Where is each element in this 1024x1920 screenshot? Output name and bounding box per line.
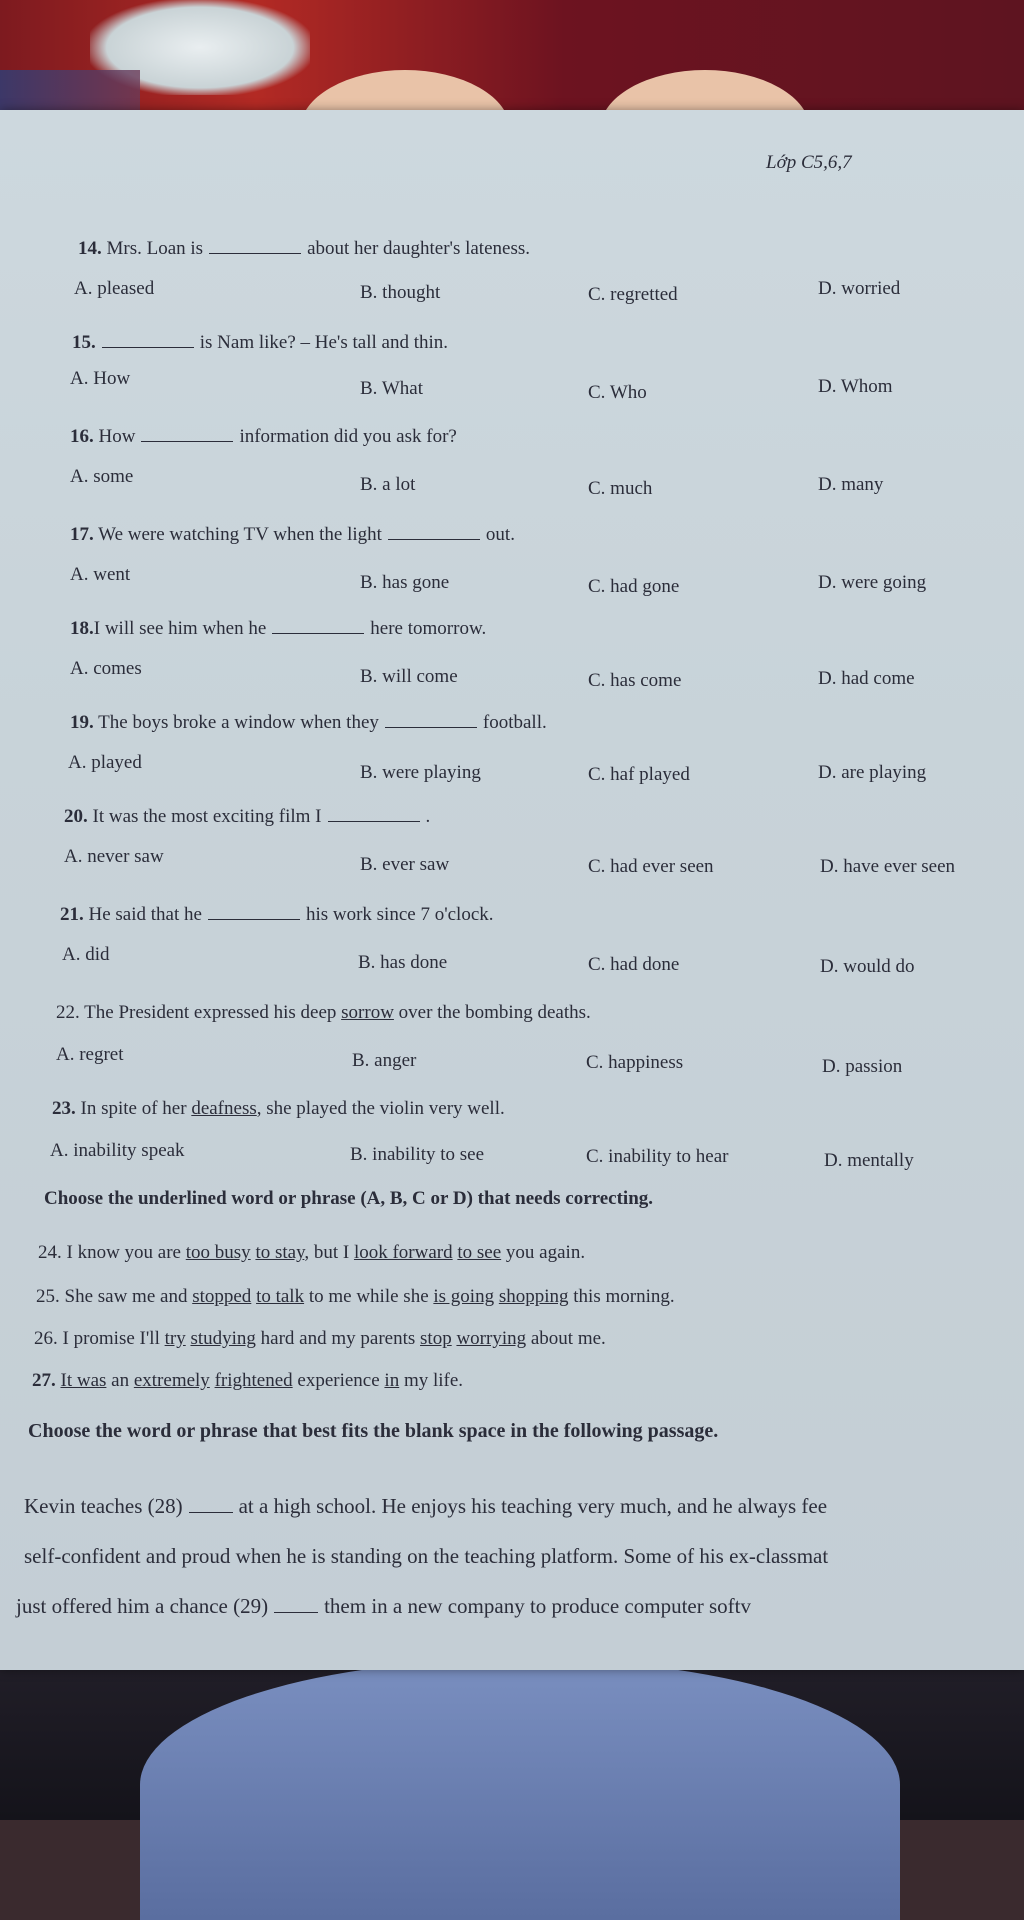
class-label: Lớp C5,6,7 xyxy=(766,152,852,173)
question-14-stem: 14. Mrs. Loan is about her daughter's lateness. xyxy=(78,238,530,259)
option-c[interactable]: look forward xyxy=(353,1242,453,1263)
question-18-option-b[interactable]: B. will come xyxy=(360,666,458,687)
question-14-option-a[interactable]: A. pleased xyxy=(74,278,155,299)
option-d[interactable]: to see xyxy=(457,1242,502,1263)
question-16-option-d[interactable]: D. many xyxy=(818,474,884,495)
question-22-option-d[interactable]: D. passion xyxy=(822,1056,903,1077)
passage-line-1: Kevin teaches (28) at a high school. He enjoys his teaching very much, and he always fee xyxy=(24,1494,828,1518)
question-15-option-c[interactable]: C. Who xyxy=(588,382,647,403)
answer-blank[interactable] xyxy=(208,905,300,920)
question-20-option-c[interactable]: C. had ever seen xyxy=(588,856,714,877)
question-26: 26. I promise I'll try studying hard and my parents stop worrying about me. xyxy=(34,1328,606,1349)
option-d[interactable]: in xyxy=(384,1370,400,1391)
question-17-stem: 17. We were watching TV when the light out. xyxy=(70,524,515,545)
option-a[interactable]: too busy xyxy=(185,1242,251,1263)
question-15-option-b[interactable]: B. What xyxy=(360,378,423,399)
question-18-stem: 18.I will see him when he here tomorrow. xyxy=(70,618,487,639)
instruction-passage: Choose the word or phrase that best fits the blank space in the following passage. xyxy=(28,1420,719,1442)
answer-blank[interactable] xyxy=(272,619,364,634)
question-23-option-a[interactable]: A. inability speak xyxy=(50,1140,185,1161)
question-22-option-c[interactable]: C. happiness xyxy=(586,1052,684,1073)
question-14-option-b[interactable]: B. thought xyxy=(360,282,441,303)
question-18-option-d[interactable]: D. had come xyxy=(818,668,915,689)
question-17-option-d[interactable]: D. were going xyxy=(818,572,927,593)
answer-blank[interactable] xyxy=(141,427,233,442)
question-19-option-a[interactable]: A. played xyxy=(68,752,142,773)
option-b[interactable]: studying xyxy=(190,1328,256,1349)
question-23-option-d[interactable]: D. mentally xyxy=(824,1150,914,1171)
answer-blank[interactable] xyxy=(209,239,301,254)
answer-blank[interactable] xyxy=(102,333,194,348)
question-17-option-c[interactable]: C. had gone xyxy=(588,576,680,597)
question-15-option-a[interactable]: A. How xyxy=(70,368,131,389)
answer-blank[interactable] xyxy=(388,525,480,540)
passage-line-2: self-confident and proud when he is standing on the teaching platform. Some of his ex-classmat xyxy=(24,1544,829,1568)
question-22-option-b[interactable]: B. anger xyxy=(352,1050,417,1071)
option-b[interactable]: to talk xyxy=(256,1286,305,1307)
option-a[interactable]: stopped xyxy=(192,1286,252,1307)
question-21-option-c[interactable]: C. had done xyxy=(588,954,680,975)
question-18-option-a[interactable]: A. comes xyxy=(70,658,142,679)
question-27: 27. It was an extremely frightened experience in my life. xyxy=(32,1370,464,1391)
question-16-stem: 16. How information did you ask for? xyxy=(70,426,457,447)
question-16-option-c[interactable]: C. much xyxy=(588,478,653,499)
question-16-option-a[interactable]: A. some xyxy=(70,466,134,487)
worksheet-page xyxy=(0,110,1024,1670)
question-19-stem: 19. The boys broke a window when they football. xyxy=(70,712,547,733)
question-17-option-b[interactable]: B. has gone xyxy=(360,572,450,593)
question-20-option-a[interactable]: A. never saw xyxy=(64,846,164,867)
option-b[interactable]: extremely xyxy=(133,1370,210,1391)
option-d[interactable]: worrying xyxy=(456,1328,527,1349)
question-23-stem: 23. In spite of her deafness, she played the violin very well. xyxy=(52,1098,505,1119)
question-20-option-d[interactable]: D. have ever seen xyxy=(820,856,956,877)
option-d[interactable]: shopping xyxy=(498,1286,569,1307)
option-c[interactable]: stop xyxy=(420,1328,452,1349)
passage-blank-28[interactable] xyxy=(189,1498,233,1513)
question-19-option-c[interactable]: C. haf played xyxy=(588,764,690,785)
question-15-option-d[interactable]: D. Whom xyxy=(818,376,893,397)
question-21-option-b[interactable]: B. has done xyxy=(358,952,448,973)
question-21-stem: 21. He said that he his work since 7 o'clock. xyxy=(60,904,494,925)
option-c[interactable]: frightened xyxy=(214,1370,293,1391)
option-a[interactable]: It was xyxy=(60,1370,107,1391)
question-23-option-c[interactable]: C. inability to hear xyxy=(586,1146,729,1167)
question-23-option-b[interactable]: B. inability to see xyxy=(350,1144,485,1165)
question-20-option-b[interactable]: B. ever saw xyxy=(360,854,450,875)
question-14-option-d[interactable]: D. worried xyxy=(818,278,901,299)
option-a[interactable]: try xyxy=(164,1328,186,1349)
question-21-option-d[interactable]: D. would do xyxy=(820,956,915,977)
question-18-option-c[interactable]: C. has come xyxy=(588,670,682,691)
question-20-stem: 20. It was the most exciting film I . xyxy=(64,806,431,827)
answer-blank[interactable] xyxy=(385,713,477,728)
instruction-error-correction: Choose the underlined word or phrase (A, B, C or D) that needs correcting. xyxy=(44,1188,654,1209)
answer-blank[interactable] xyxy=(328,807,420,822)
question-19-option-b[interactable]: B. were playing xyxy=(360,762,481,783)
background-shirt xyxy=(140,1660,900,1920)
question-16-option-b[interactable]: B. a lot xyxy=(360,474,416,495)
question-24: 24. I know you are too busy to stay, but I look forward to see you again. xyxy=(38,1242,586,1263)
question-21-option-a[interactable]: A. did xyxy=(62,944,110,965)
question-22-stem: 22. The President expressed his deep sorrow over the bombing deaths. xyxy=(56,1002,591,1023)
question-17-option-a[interactable]: A. went xyxy=(70,564,131,585)
question-22-option-a[interactable]: A. regret xyxy=(56,1044,124,1065)
question-19-option-d[interactable]: D. are playing xyxy=(818,762,927,783)
question-25: 25. She saw me and stopped to talk to me while she is going shopping this morning. xyxy=(36,1286,675,1307)
option-c[interactable]: is going xyxy=(433,1286,495,1307)
option-b[interactable]: to stay xyxy=(255,1242,305,1263)
passage-blank-29[interactable] xyxy=(274,1598,318,1613)
question-15-stem: 15. is Nam like? – He's tall and thin. xyxy=(72,332,449,353)
passage-line-3: just offered him a chance (29) them in a new company to produce computer softv xyxy=(16,1594,751,1618)
question-14-option-c[interactable]: C. regretted xyxy=(588,284,678,305)
